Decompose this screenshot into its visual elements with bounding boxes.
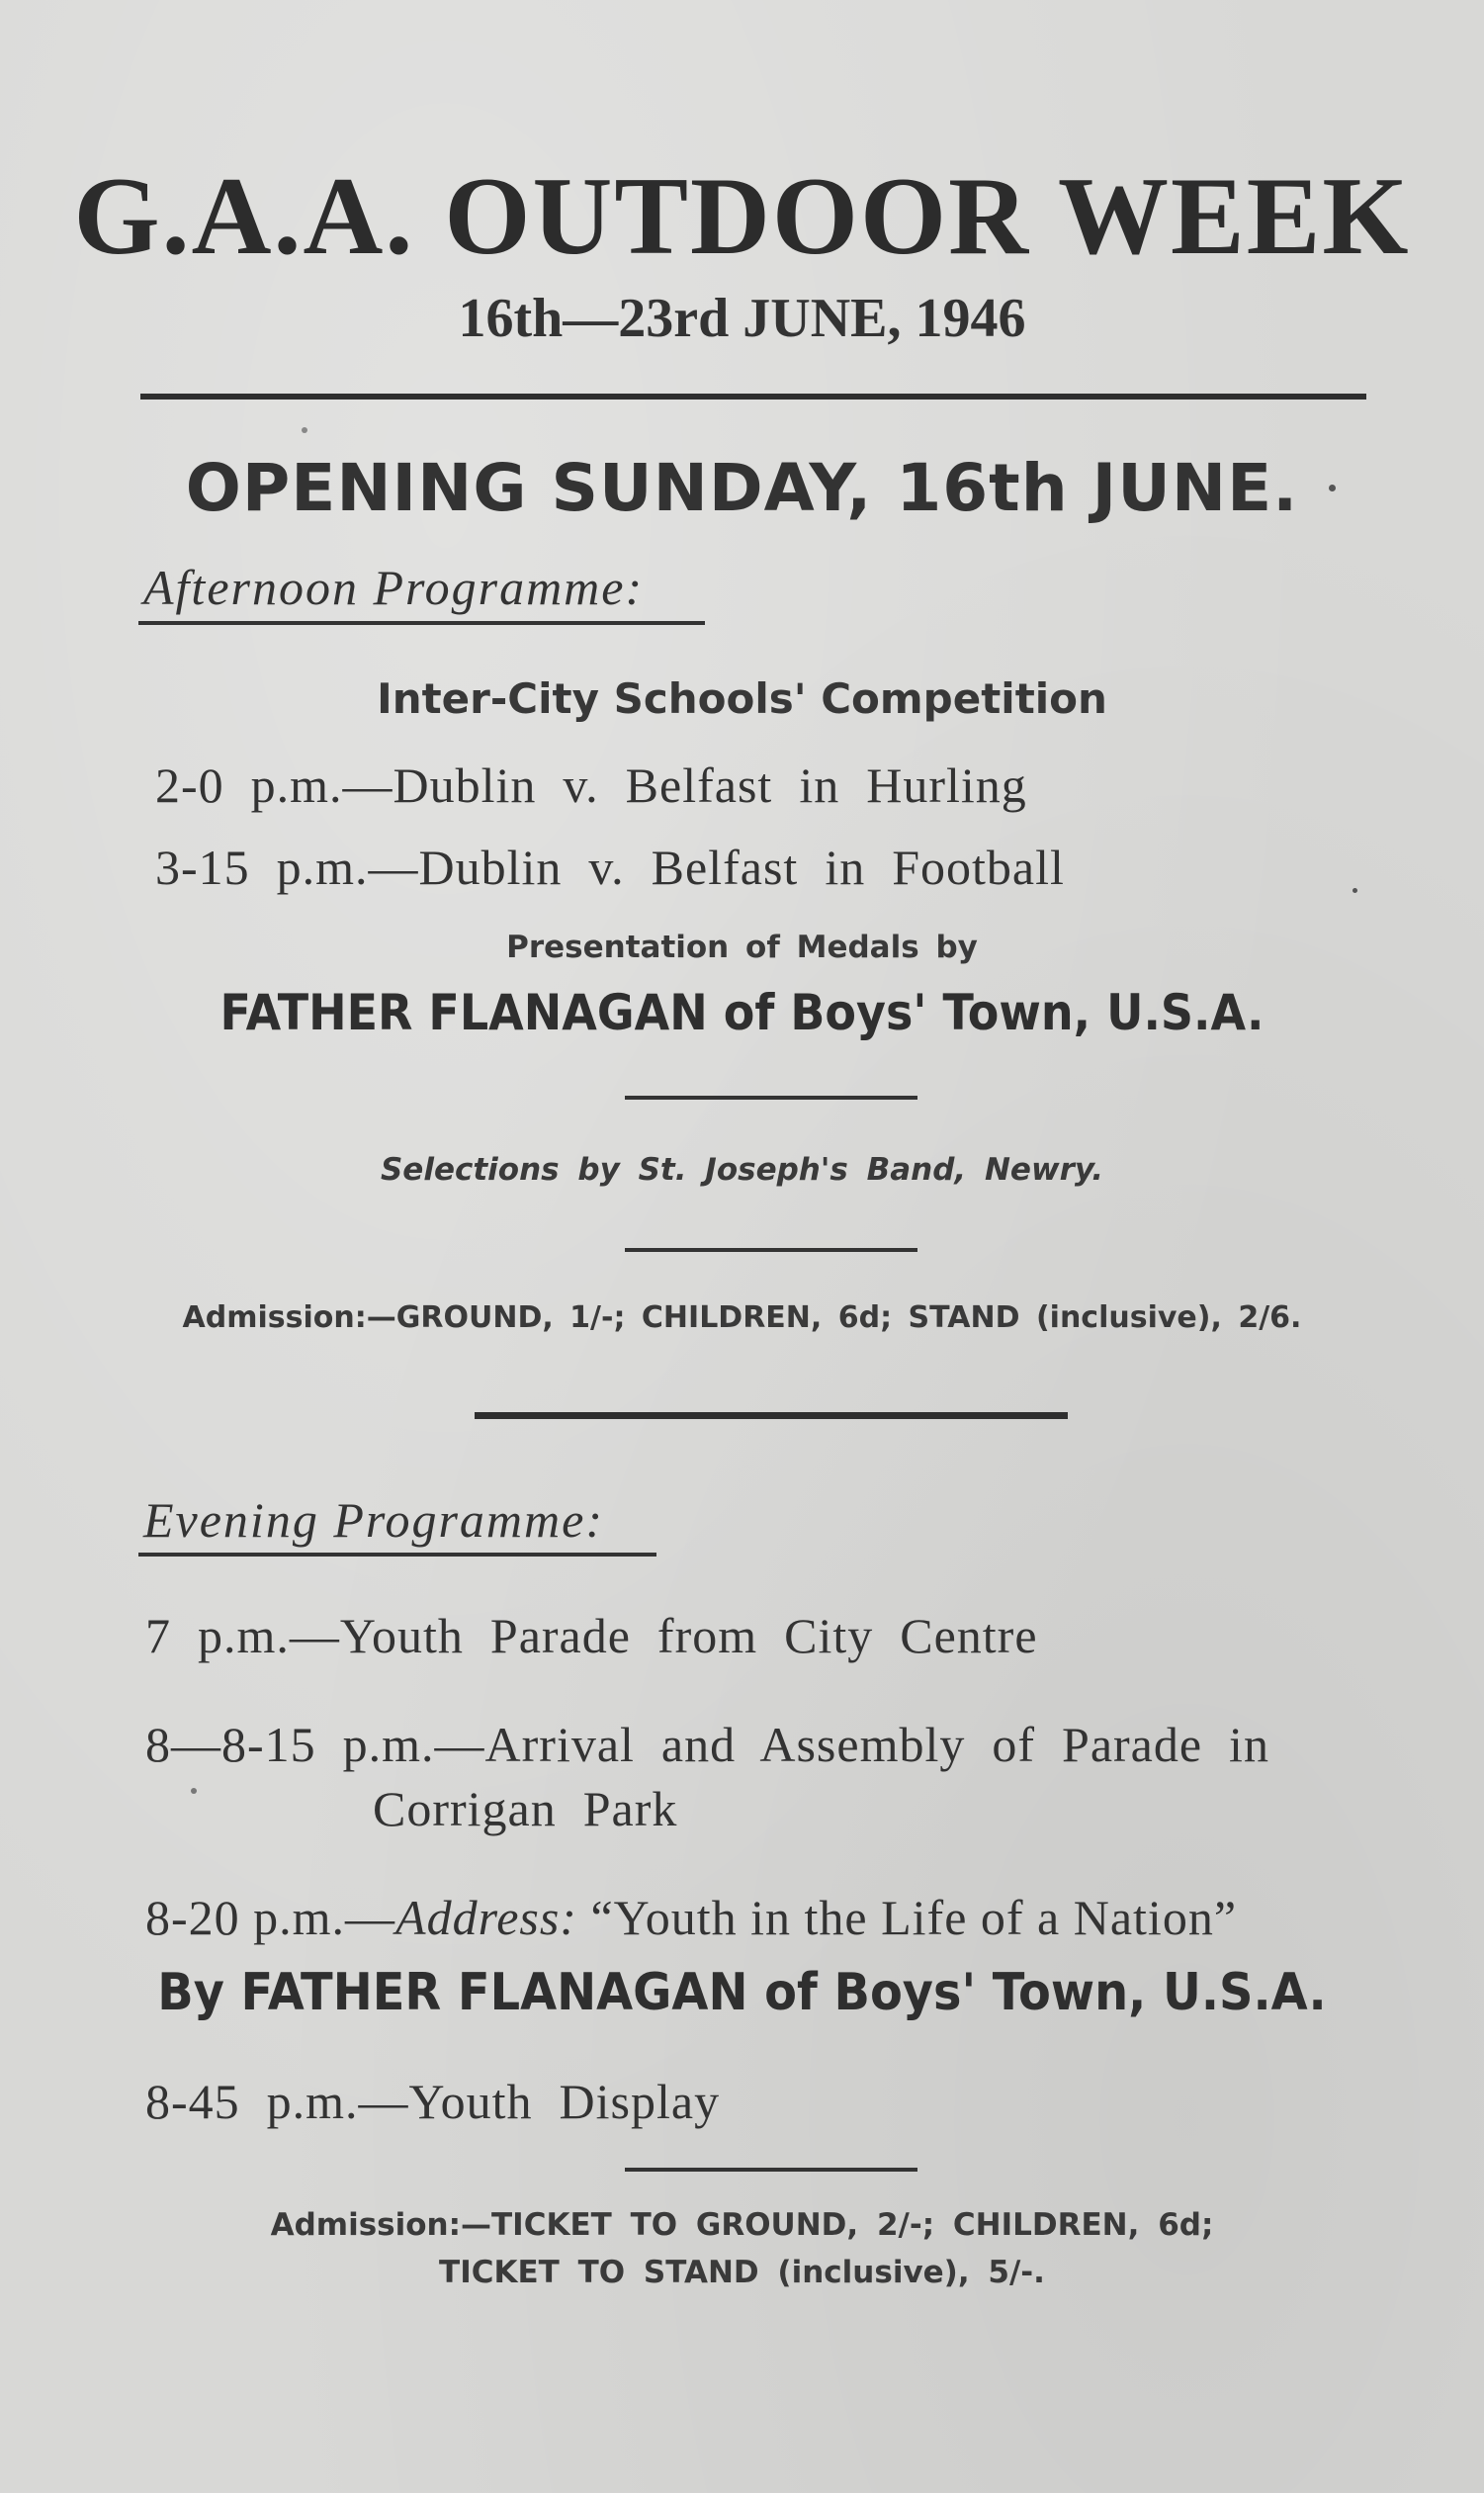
band-selections: Selections by St. Joseph's Band, Newry. xyxy=(380,1152,1104,1188)
address-time: 8-20 p.m.— xyxy=(145,1890,396,1945)
print-speck xyxy=(302,427,307,433)
afternoon-heading-underline xyxy=(138,621,705,625)
short-divider-2 xyxy=(625,1248,917,1252)
opening-heading: OPENING SUNDAY, 16th JUNE. xyxy=(185,450,1299,526)
evening-event-address xyxy=(145,1889,1237,1946)
short-divider-1 xyxy=(625,1096,917,1100)
address-title: “Youth in the Life of a Nation” xyxy=(576,1890,1238,1945)
print-speck xyxy=(1353,888,1357,893)
evening-event-assembly: 8—8-15 p.m.—Arrival and Assembly of Parade in xyxy=(145,1717,1269,1772)
presentation-line: Presentation of Medals by xyxy=(506,930,978,965)
address-label: Address: xyxy=(395,1890,577,1945)
print-speck xyxy=(191,1788,197,1794)
print-speck xyxy=(1329,485,1336,491)
page-title: G.A.A. OUTDOOR WEEK xyxy=(73,155,1411,278)
afternoon-admission: Admission:—GROUND, 1/-; CHILDREN, 6d; STAND (inclusive), 2/6. xyxy=(182,1300,1302,1335)
evening-event-parade: 7 p.m.—Youth Parade from City Centre xyxy=(145,1608,1038,1663)
evening-event-assembly-cont: Corrigan Park xyxy=(373,1781,678,1836)
event-dates: 16th—23rd JUNE, 1946 xyxy=(458,288,1026,349)
address-speaker: By FATHER FLANAGAN of Boys' Town, U.S.A. xyxy=(157,1963,1327,2022)
presenter-name: FATHER FLANAGAN of Boys' Town, U.S.A. xyxy=(219,984,1265,1041)
header-divider xyxy=(140,394,1366,400)
evening-admission-line1: Admission:—TICKET TO GROUND, 2/-; CHILDREN, 6d; xyxy=(270,2207,1214,2243)
evening-heading-underline xyxy=(138,1553,656,1557)
afternoon-event-hurling: 2-0 p.m.—Dublin v. Belfast in Hurling xyxy=(155,757,1027,813)
evening-admission-line2: TICKET TO STAND (inclusive), 5/-. xyxy=(439,2255,1045,2290)
section-divider xyxy=(475,1412,1068,1419)
evening-event-display: 8-45 p.m.—Youth Display xyxy=(145,2074,721,2129)
short-divider-3 xyxy=(625,2168,917,2172)
afternoon-heading: Afternoon Programme: xyxy=(143,560,645,615)
competition-title: Inter-City Schools' Competition xyxy=(377,674,1107,723)
afternoon-event-football: 3-15 p.m.—Dublin v. Belfast in Football xyxy=(155,840,1065,895)
evening-heading: Evening Programme: xyxy=(143,1492,604,1548)
